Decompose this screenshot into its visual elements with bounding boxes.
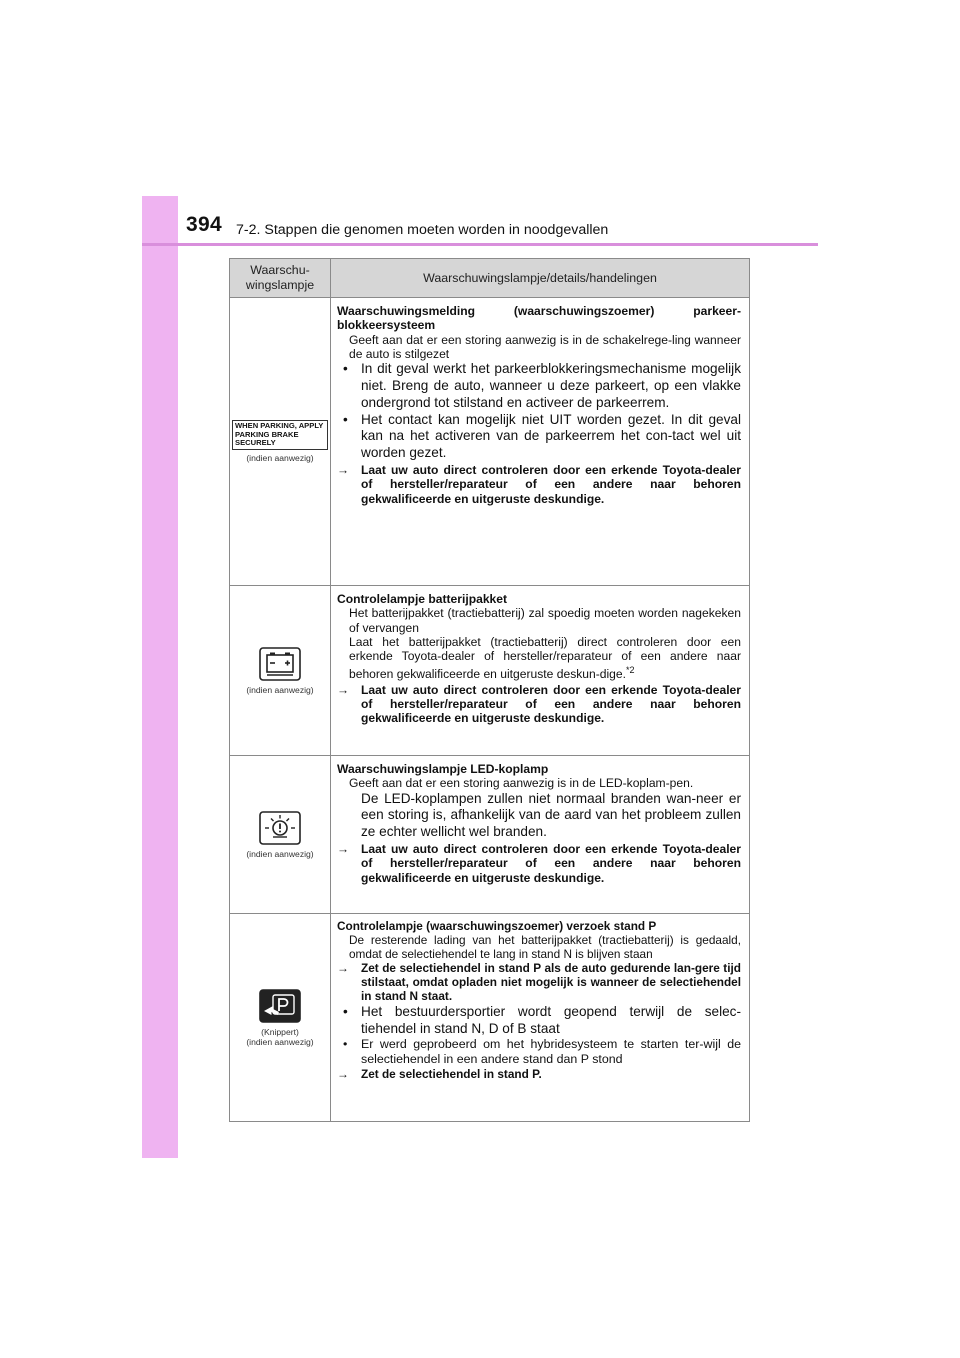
row-description: Laat het batterijpakket (tractiebatterij) direct controleren door een erkende Toyota-dealer of hersteller/reparateur of een andere naar behoren gekwalificeerde en uitgeruste deskun-dige.$^{*2}$: [349, 634, 741, 682]
table-row: [230, 586, 750, 756]
arrow-icon: →: [337, 961, 349, 976]
row-title: Controlelampje (waarschuwingszoemer) verzoek stand P: [337, 919, 657, 933]
icon-caption: (indien aanwezig): [246, 452, 314, 463]
action-instruction: → Zet de selectiehendel in stand P.: [337, 1067, 542, 1082]
footnote-mark: *2: [626, 665, 635, 676]
icon-caption: (Knippert): [261, 1026, 299, 1037]
icon-cell: [230, 586, 331, 756]
led-headlamp-warning-icon: [259, 811, 301, 845]
table-row: [230, 914, 750, 1122]
details-cell: [331, 914, 750, 1122]
p-position-request-icon: [259, 989, 301, 1023]
row-title: Controlelampje batterijpakket: [337, 592, 508, 606]
column-header-warning-light: Waarschu- wingslampje: [230, 259, 331, 298]
header-divider: [142, 243, 818, 246]
arrow-icon: →: [337, 682, 350, 697]
icon-cell: [230, 298, 331, 586]
details-cell: [331, 298, 750, 586]
icon-cell: [230, 756, 331, 914]
row-description: Geeft aan dat er een storing aanwezig is in de LED-koplam-pen.: [349, 776, 694, 791]
page-number: 394: [186, 213, 222, 236]
action-instruction: → Laat uw auto direct controleren door een erkende Toyota-dealer of hersteller/reparateur of een andere naar behoren gekwalificeerde en uitgeruste deskundige.: [337, 682, 741, 726]
bullet-item: • Er werd geprobeerd om het hybridesysteem te starten ter-wijl de selectiehendel in een andere stand dan P stond: [343, 1037, 741, 1067]
icon-cell: [230, 914, 331, 1122]
row-title: Waarschuwingsmelding (waarschuwingszoemer) parkeer-blokkeersysteem: [337, 304, 741, 333]
chapter-side-tab: [142, 196, 178, 1158]
column-header-details: Waarschuwingslampje/details/handelingen: [331, 259, 750, 298]
parking-brake-message-icon: WHEN PARKING, APPLY PARKING BRAKE SECURELY: [232, 420, 328, 449]
bullet-item: • In dit geval werkt het parkeerblokkeringsmechanisme mogelijk niet. Breng de auto, wanneer u deze parkeert, op een vlakke ondergrond tot stilstand en activeer de parkeerrem.: [343, 361, 741, 410]
row-description: Geeft aan dat er een storing aanwezig is in de schakelrege-ling wanneer de auto is stilgezet: [349, 332, 741, 361]
icon-caption: (indien aanwezig): [246, 848, 314, 859]
bullet-item: • Het contact kan mogelijk niet UIT worden gezet. In dit geval kan na het activeren van de parkeerrem het con-tact wel uit worden gezet.: [343, 411, 741, 461]
warning-lights-table: [229, 258, 750, 1122]
table-header-row: [230, 259, 750, 298]
action-instruction: → Zet de selectiehendel in stand P als de auto gedurende lan-gere tijd stilstaat, omdat opladen niet mogelijk is wanneer de selectiehendel in stand N staat.: [337, 961, 741, 1003]
table-row: [230, 298, 750, 586]
section-title: 7-2. Stappen die genomen moeten worden in noodgevallen: [236, 222, 609, 238]
icon-caption: (indien aanwezig): [246, 1036, 314, 1047]
table-row: [230, 756, 750, 914]
bullet-item: • Het bestuurdersportier wordt geopend terwijl de selec-tiehendel in stand N, D of B staat: [343, 1003, 741, 1036]
arrow-icon: →: [337, 1067, 349, 1082]
note-text: De LED-koplampen zullen niet normaal branden wan-neer er een storing is, afhankelijk van de aard van het probleem zullen ze echter wellicht wel branden.: [361, 790, 741, 840]
details-cell: [331, 756, 750, 914]
details-cell: [331, 586, 750, 756]
row-description: Het batterijpakket (tractiebatterij) zal spoedig moeten worden nagekeken of vervangen: [349, 606, 741, 635]
row-title: Waarschuwingslampje LED-koplamp: [337, 762, 549, 776]
arrow-icon: →: [337, 841, 350, 856]
arrow-icon: →: [337, 462, 350, 477]
action-instruction: → Laat uw auto direct controleren door een erkende Toyota-dealer of hersteller/reparateur of een andere naar behoren gekwalificeerde en uitgeruste deskundige.: [337, 841, 741, 885]
row-description: De resterende lading van het batterijpakket (tractiebatterij) is gedaald, omdat de selectiehendel te lang in stand N is blijven staan: [349, 932, 741, 961]
action-instruction: → Laat uw auto direct controleren door een erkende Toyota-dealer of hersteller/reparateur of een andere naar behoren gekwalificeerde en uitgeruste deskundige.: [337, 462, 741, 506]
battery-pack-icon: [259, 647, 301, 681]
icon-caption: (indien aanwezig): [246, 684, 314, 695]
